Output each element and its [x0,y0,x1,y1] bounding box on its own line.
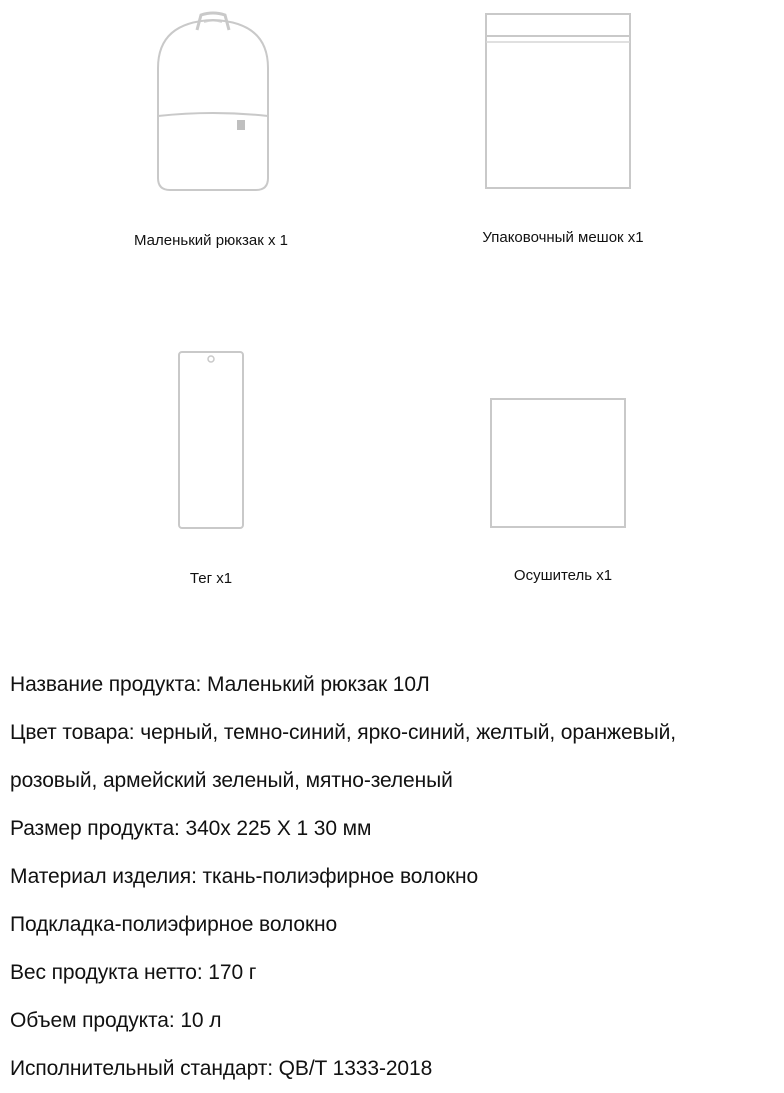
spec-lining: Подкладка-полиэфирное волокно [10,913,338,936]
desiccant-icon [489,397,629,531]
spec-size: Размер продукта: 340x 225 X 1 30 мм [10,817,372,840]
spec-colors-continued: розовый, армейский зеленый, мятно-зеленый [10,769,453,792]
tag-icon [177,350,247,532]
spec-product-name: Название продукта: Маленький рюкзак 10Л [10,673,430,696]
desiccant-caption: Осушитель x1 [513,567,613,584]
tag-caption: Тег x1 [189,570,233,587]
spec-colors: Цвет товара: черный, темно-синий, ярко-синий, желтый, оранжевый, [10,721,676,744]
spec-material: Материал изделия: ткань-полиэфирное волокно [10,865,479,888]
spec-standard: Исполнительный стандарт: QB/T 1333-2018 [10,1057,433,1080]
packing-bag-caption: Упаковочный мешок x1 [482,229,644,246]
product-specs [10,661,780,1093]
backpack-icon [150,8,276,198]
packing-bag-icon [484,12,634,192]
backpack-caption: Маленький рюкзак x 1 [134,232,288,249]
spec-net-weight: Вес продукта нетто: 170 г [10,961,257,984]
spec-volume: Объем продукта: 10 л [10,1009,222,1032]
